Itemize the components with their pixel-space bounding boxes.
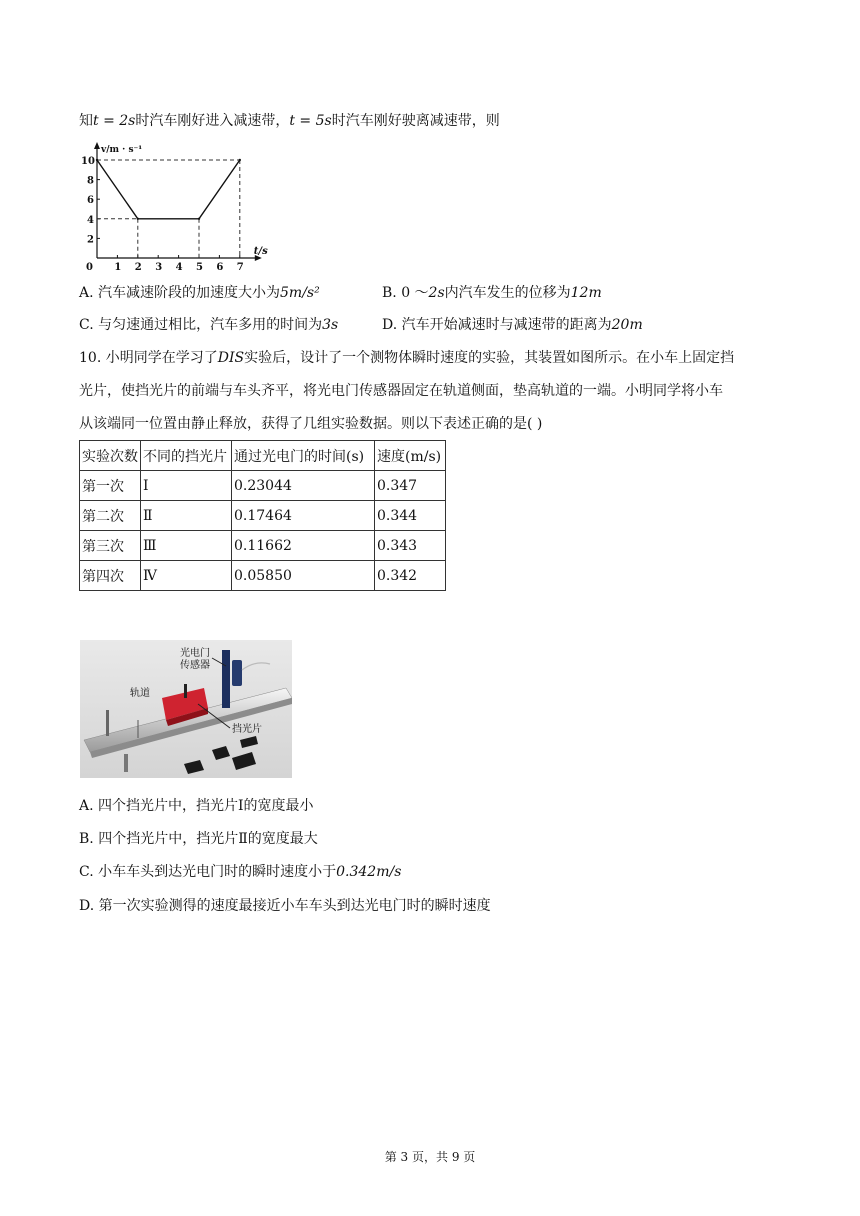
table-header: 实验次数 [80,441,141,471]
table-cell: 第四次 [80,561,141,591]
q9-option-d-math: 20m [611,317,643,333]
x-tick-label: 3 [155,262,163,273]
q10-line1-b: 实验后，设计了一个测物体瞬时速度的实验，其装置如图所示。在小车上固定挡 [244,350,735,366]
q10-line1-a: 10. 小明同学在学习了 [79,350,218,366]
q9-option-c-math: 3s [322,317,339,333]
table-header: 通过光电门的时间(s) [232,441,375,471]
table-row [80,501,446,531]
velocity-point [137,218,139,220]
shutter-on-cart [184,684,187,698]
table-cell: 第三次 [80,531,141,561]
y-tick-label: 6 [87,195,94,207]
velocity-point [239,159,241,161]
table-cell: 0.23044 [232,471,375,501]
table-cell: 0.342 [375,561,446,591]
apparatus-photo [80,640,292,778]
table-cell: Ⅰ [141,471,232,501]
table-row [80,531,446,561]
table-cell: 0.343 [375,531,446,561]
label-sensor-line1: 光电门 [180,648,210,659]
table-row [80,471,446,501]
photogate-head [232,660,242,686]
y-tick-label: 4 [87,214,94,226]
page-footer: 第 3 页，共 9 页 [384,1150,476,1164]
x-tick-label: 2 [134,262,142,273]
velocity-point [96,159,98,161]
table-cell: Ⅳ [141,561,232,591]
y-tick-label: 8 [87,175,94,187]
q10-option-c-text: C. 小车车头到达光电门时的瞬时速度小于 [79,864,337,880]
q10-line1-math: DIS [217,350,245,366]
table-header: 不同的挡光片 [141,441,232,471]
q10-stem-line3: 从该端同一位置由静止释放，获得了几组实验数据。则以下表述正确的是( ) [79,416,543,432]
table-cell: 0.347 [375,471,446,501]
q10-option-b[interactable]: B. 四个挡光片中，挡光片Ⅱ的宽度最大 [79,831,318,847]
q9-option-b-text2: 内汽车发生的位移为 [444,285,571,301]
q10-option-a[interactable]: A. 四个挡光片中，挡光片Ⅰ的宽度最小 [79,798,314,814]
y-tick-label: 10 [81,156,95,167]
q9-stem-mid2: 时汽车刚好驶离减速带，则 [331,113,500,129]
table-cell: 0.11662 [232,531,375,561]
q9-option-d[interactable] [382,315,643,335]
table-cell: Ⅱ [141,501,232,531]
q9-option-c[interactable] [79,315,338,335]
y-tick-label: 2 [87,234,94,246]
vt-graph [75,138,275,273]
experiment-table [79,440,446,591]
table-cell: 第二次 [80,501,141,531]
x-tick-label: 0 [86,262,93,273]
table-cell: 0.344 [375,501,446,531]
q9-option-b-math2: 12m [570,285,602,301]
y-axis-arrow [94,142,100,149]
table-cell: Ⅲ [141,531,232,561]
x-tick-label: 4 [175,262,183,273]
table-header: 速度(m/s) [375,441,446,471]
q9-option-b-text1: B. 0 ～ [382,285,429,301]
x-tick-label: 7 [236,262,244,273]
q9-stem-mid1: 时汽车刚好进入减速带， [135,113,290,129]
q10-option-c-math: 0.342m/s [336,864,402,880]
table-cell: 第一次 [80,471,141,501]
q9-option-a-text: A. 汽车减速阶段的加速度大小为 [79,285,281,301]
x-tick-label: 5 [196,262,203,273]
q9-stem [79,111,500,131]
q10-stem-line1 [79,348,734,368]
track-leg [124,754,128,772]
photogate-post [222,650,230,708]
velocity-line [97,160,240,219]
q9-option-a-math: 5m/s² [280,285,320,301]
velocity-point [198,218,200,220]
q9-option-a[interactable] [79,283,320,303]
q9-stem-prefix: 知 [79,113,93,129]
table-header-row [80,441,446,471]
label-sensor-line2: 传感器 [180,660,210,671]
table-row [80,561,446,591]
q9-option-d-text: D. 汽车开始减速时与减速带的距离为 [382,317,612,333]
x-tick-label: 6 [216,262,224,273]
q9-option-c-text: C. 与匀速通过相比，汽车多用的时间为 [79,317,323,333]
q10-option-d[interactable]: D. 第一次实验测得的速度最接近小车车头到达光电门时的瞬时速度 [79,898,491,914]
track-stop-post [106,710,109,736]
table-cell: 0.05850 [232,561,375,591]
q9-option-b[interactable] [382,283,602,303]
q10-stem-line2: 光片，使挡光片的前端与车头齐平，将光电门传感器固定在轨道侧面，垫高轨道的一端。小明同学将小车 [79,383,723,399]
y-axis-label: v/m · s⁻¹ [101,145,143,155]
label-shutter: 挡光片 [232,724,262,735]
x-axis-label: t/s [253,246,268,257]
q9-option-b-math1: 2s [428,285,445,301]
q9-t2: t = 5s [289,113,332,129]
x-tick-label: 1 [114,262,122,273]
q9-t1: t = 2s [93,113,136,129]
q10-option-c[interactable] [79,862,401,882]
table-cell: 0.17464 [232,501,375,531]
label-track: 轨道 [130,688,150,699]
